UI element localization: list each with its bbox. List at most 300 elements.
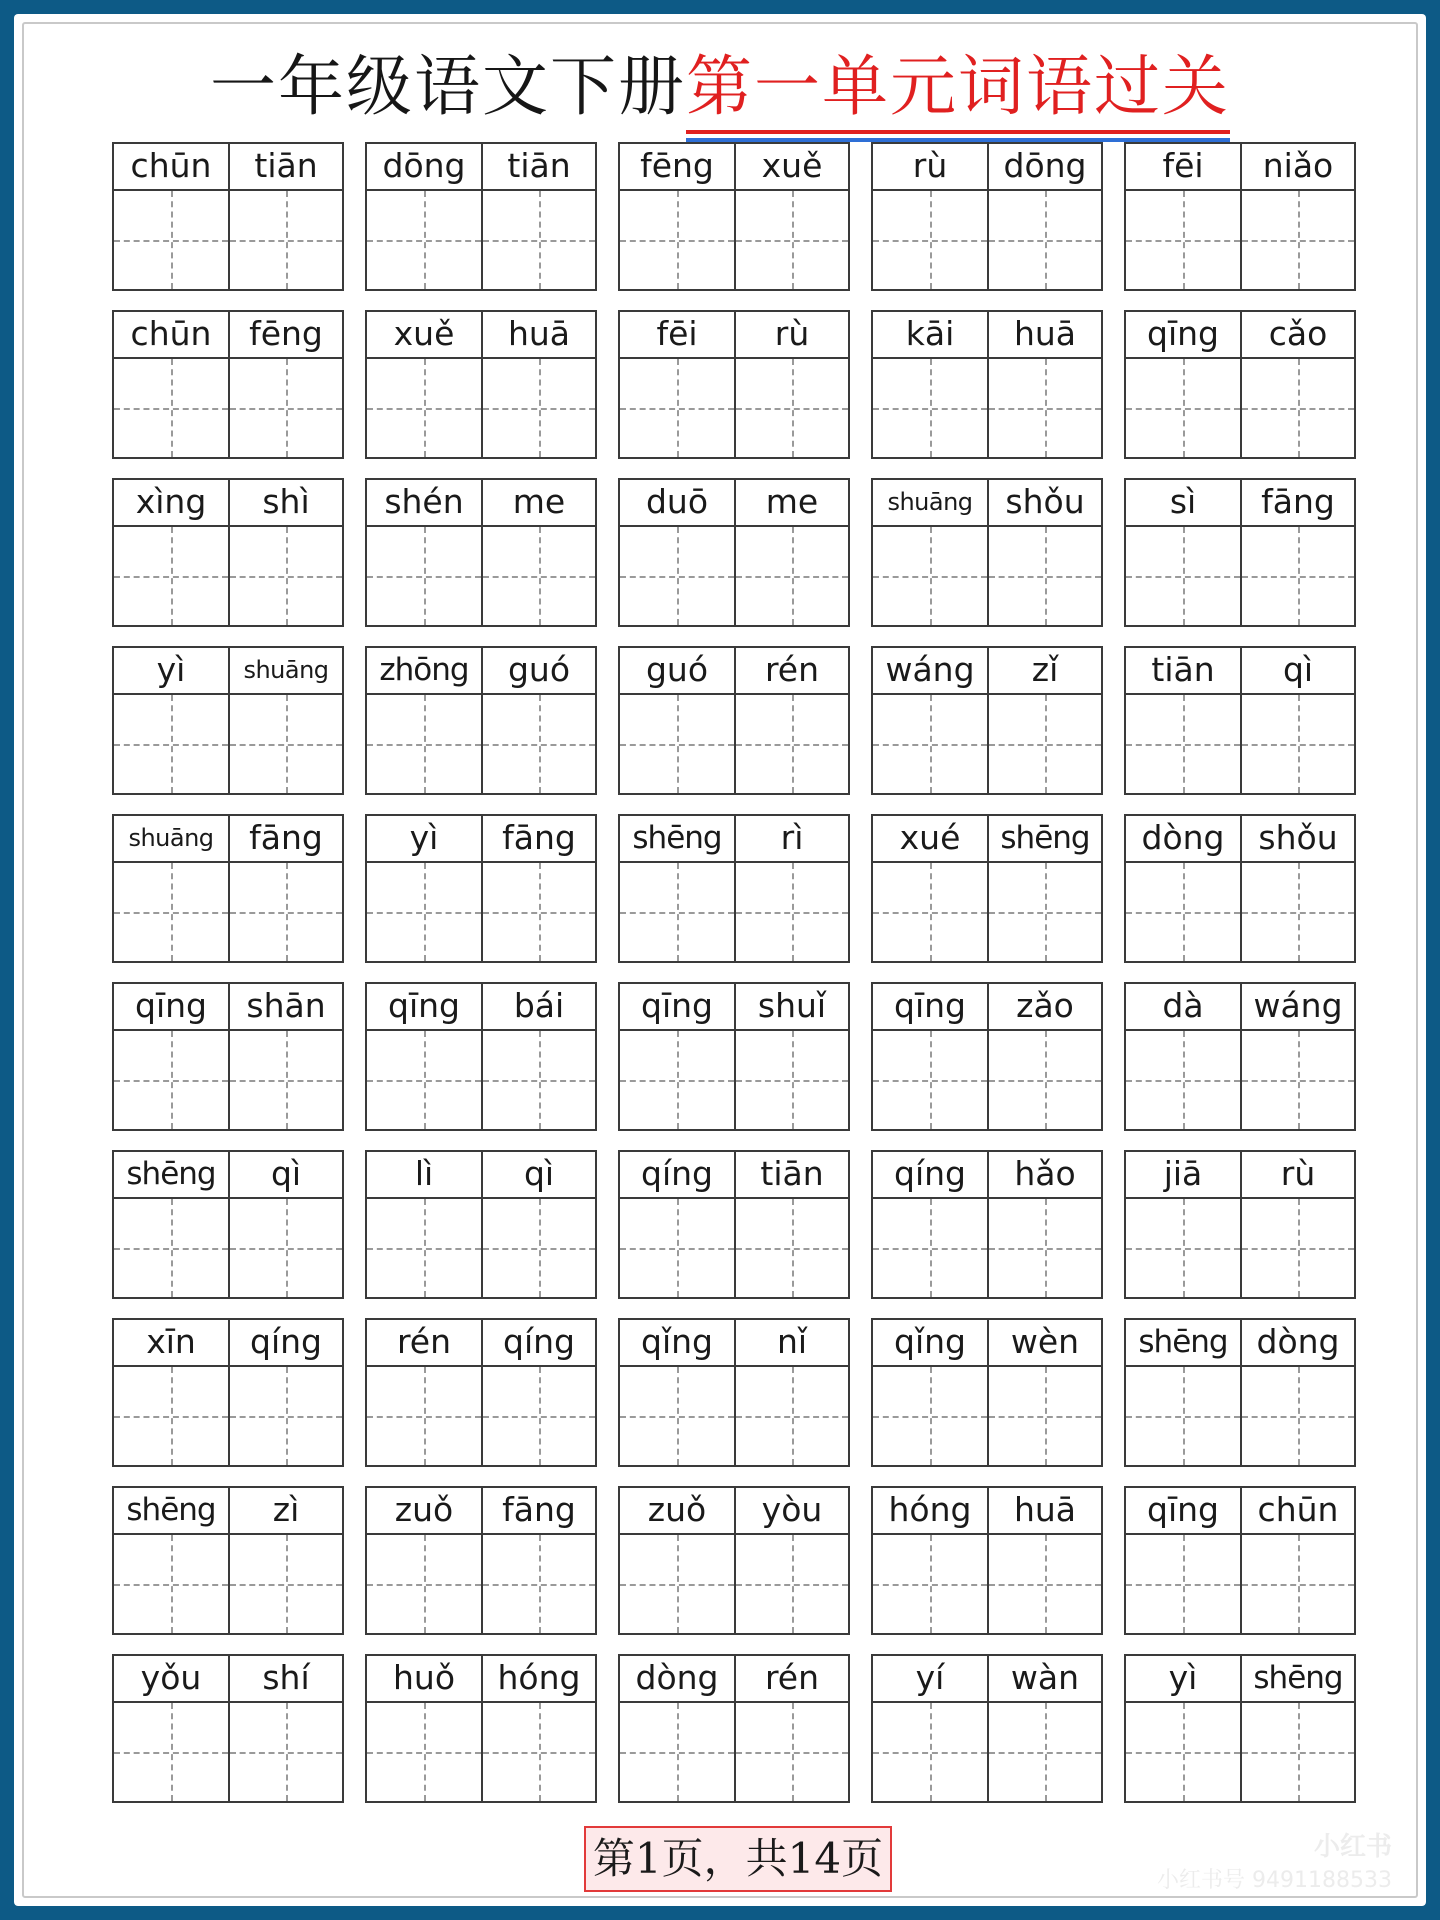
writing-square[interactable]: [989, 1199, 1101, 1297]
character-cell: [873, 144, 987, 289]
writing-square[interactable]: [736, 863, 848, 961]
writing-square[interactable]: [367, 1535, 481, 1633]
character-cell: [367, 480, 481, 625]
pinyin-label: hóng: [483, 1656, 595, 1703]
writing-square[interactable]: [114, 527, 228, 625]
word-box: [365, 478, 597, 627]
pinyin-label: me: [483, 480, 595, 527]
character-cell: [873, 312, 987, 457]
pinyin-label: dòng: [1242, 1320, 1354, 1367]
pinyin-label: shí: [230, 1656, 342, 1703]
word-box: [365, 1150, 597, 1299]
writing-square[interactable]: [483, 359, 595, 457]
word-box: [112, 1318, 344, 1467]
pinyin-label: hǎo: [989, 1152, 1101, 1199]
writing-square[interactable]: [230, 1367, 342, 1465]
pinyin-label: chūn: [114, 312, 228, 359]
pinyin-label: wàn: [989, 1656, 1101, 1703]
pinyin-label: qīng: [620, 984, 734, 1031]
word-box: [112, 1150, 344, 1299]
word-box: [365, 982, 597, 1131]
pinyin-label: rì: [736, 816, 848, 863]
pinyin-label: huǒ: [367, 1656, 481, 1703]
character-cell: [481, 1656, 595, 1801]
pinyin-label: yǒu: [114, 1656, 228, 1703]
writing-square[interactable]: [1242, 1703, 1354, 1801]
writing-square[interactable]: [873, 191, 987, 289]
character-cell: [873, 1320, 987, 1465]
writing-square[interactable]: [736, 1703, 848, 1801]
pinyin-label: dà: [1126, 984, 1240, 1031]
pinyin-label: qīng: [1126, 312, 1240, 359]
writing-square[interactable]: [989, 863, 1101, 961]
writing-square[interactable]: [367, 1703, 481, 1801]
writing-square[interactable]: [736, 527, 848, 625]
character-cell: [620, 312, 734, 457]
writing-square[interactable]: [989, 191, 1101, 289]
writing-square[interactable]: [114, 1367, 228, 1465]
character-cell: [367, 1152, 481, 1297]
writing-square[interactable]: [989, 1367, 1101, 1465]
pinyin-label: qīng: [114, 984, 228, 1031]
writing-square[interactable]: [367, 191, 481, 289]
writing-square[interactable]: [736, 695, 848, 793]
character-cell: [114, 1656, 228, 1801]
word-box: [618, 1654, 850, 1803]
pinyin-label: dōng: [367, 144, 481, 191]
character-cell: [114, 648, 228, 793]
writing-square[interactable]: [367, 695, 481, 793]
word-box: [871, 1150, 1103, 1299]
writing-square[interactable]: [1126, 527, 1240, 625]
character-cell: [367, 1656, 481, 1801]
pinyin-label: zì: [230, 1488, 342, 1535]
word-box: [618, 1486, 850, 1635]
pinyin-label: qì: [1242, 648, 1354, 695]
word-box: [112, 478, 344, 627]
writing-square[interactable]: [367, 527, 481, 625]
pinyin-label: kāi: [873, 312, 987, 359]
pinyin-label: wèn: [989, 1320, 1101, 1367]
pinyin-label: shēng: [1126, 1320, 1240, 1367]
pinyin-label: qíng: [483, 1320, 595, 1367]
character-cell: [367, 1488, 481, 1633]
writing-square[interactable]: [114, 359, 228, 457]
word-box: [871, 478, 1103, 627]
writing-square[interactable]: [1242, 1199, 1354, 1297]
writing-square[interactable]: [483, 1199, 595, 1297]
word-box: [365, 814, 597, 963]
writing-square[interactable]: [483, 695, 595, 793]
word-box: [618, 982, 850, 1131]
character-cell: [1126, 648, 1240, 793]
character-cell: [367, 648, 481, 793]
pinyin-label: yì: [114, 648, 228, 695]
pinyin-label: shǒu: [989, 480, 1101, 527]
writing-square[interactable]: [367, 1199, 481, 1297]
writing-square[interactable]: [873, 1367, 987, 1465]
character-cell: [620, 648, 734, 793]
writing-square[interactable]: [483, 191, 595, 289]
character-cell: [987, 984, 1101, 1129]
pinyin-label: fāng: [483, 816, 595, 863]
pinyin-label: fāng: [483, 1488, 595, 1535]
writing-square[interactable]: [620, 527, 734, 625]
character-cell: [114, 480, 228, 625]
writing-square[interactable]: [989, 1031, 1101, 1129]
word-box: [1124, 982, 1356, 1131]
pinyin-label: qíng: [873, 1152, 987, 1199]
word-box: [1124, 646, 1356, 795]
pinyin-label: qǐng: [873, 1320, 987, 1367]
writing-square[interactable]: [1126, 1535, 1240, 1633]
pinyin-label: huā: [483, 312, 595, 359]
character-cell: [734, 648, 848, 793]
pinyin-label: yí: [873, 1656, 987, 1703]
pinyin-label: qíng: [230, 1320, 342, 1367]
writing-square[interactable]: [620, 1367, 734, 1465]
pinyin-label: shēng: [114, 1152, 228, 1199]
writing-square[interactable]: [483, 527, 595, 625]
word-box: [871, 310, 1103, 459]
pinyin-label: zuǒ: [620, 1488, 734, 1535]
writing-square[interactable]: [1242, 527, 1354, 625]
word-box: [365, 310, 597, 459]
word-box: [1124, 478, 1356, 627]
word-box: [871, 646, 1103, 795]
pinyin-label: xué: [873, 816, 987, 863]
pinyin-label: duō: [620, 480, 734, 527]
character-cell: [873, 984, 987, 1129]
word-box: [618, 478, 850, 627]
writing-square[interactable]: [230, 527, 342, 625]
writing-square[interactable]: [230, 1199, 342, 1297]
writing-square[interactable]: [483, 1031, 595, 1129]
writing-square[interactable]: [989, 527, 1101, 625]
character-cell: [620, 480, 734, 625]
writing-square[interactable]: [483, 863, 595, 961]
character-cell: [620, 1152, 734, 1297]
word-box: [1124, 1654, 1356, 1803]
pinyin-label: shēng: [1242, 1656, 1354, 1703]
character-cell: [1240, 480, 1354, 625]
character-cell: [114, 816, 228, 961]
character-cell: [481, 480, 595, 625]
pinyin-label: fēng: [230, 312, 342, 359]
pinyin-label: guó: [620, 648, 734, 695]
pinyin-label: yòu: [736, 1488, 848, 1535]
pinyin-label: yì: [1126, 1656, 1240, 1703]
writing-square[interactable]: [1242, 1535, 1354, 1633]
writing-square[interactable]: [367, 359, 481, 457]
pinyin-label: qīng: [1126, 1488, 1240, 1535]
watermark-logo: 小红书: [1313, 1832, 1392, 1862]
writing-square[interactable]: [989, 695, 1101, 793]
writing-square[interactable]: [483, 1535, 595, 1633]
writing-square[interactable]: [1126, 1031, 1240, 1129]
character-cell: [228, 1152, 342, 1297]
word-box: [1124, 1318, 1356, 1467]
writing-square[interactable]: [483, 1703, 595, 1801]
writing-square[interactable]: [1242, 695, 1354, 793]
writing-square[interactable]: [620, 191, 734, 289]
page-number-label: 第1页，共14页: [584, 1826, 892, 1892]
writing-square[interactable]: [1242, 1031, 1354, 1129]
writing-square[interactable]: [114, 863, 228, 961]
character-cell: [987, 816, 1101, 961]
word-box: [871, 814, 1103, 963]
writing-square[interactable]: [483, 1367, 595, 1465]
pinyin-label: zhōng: [367, 648, 481, 695]
character-cell: [114, 312, 228, 457]
writing-square[interactable]: [736, 359, 848, 457]
pinyin-label: tiān: [483, 144, 595, 191]
character-cell: [620, 1488, 734, 1633]
writing-square[interactable]: [873, 1535, 987, 1633]
character-cell: [873, 648, 987, 793]
writing-square[interactable]: [736, 1031, 848, 1129]
pinyin-label: rù: [736, 312, 848, 359]
word-box: [618, 1150, 850, 1299]
pinyin-label: rù: [1242, 1152, 1354, 1199]
character-cell: [987, 648, 1101, 793]
character-cell: [228, 1656, 342, 1801]
writing-square[interactable]: [114, 1031, 228, 1129]
pinyin-label: qì: [230, 1152, 342, 1199]
word-box: [1124, 1150, 1356, 1299]
writing-square[interactable]: [1126, 1199, 1240, 1297]
writing-square[interactable]: [367, 1031, 481, 1129]
character-cell: [734, 144, 848, 289]
writing-square[interactable]: [230, 359, 342, 457]
character-cell: [481, 1488, 595, 1633]
character-cell: [228, 1320, 342, 1465]
character-cell: [481, 816, 595, 961]
writing-square[interactable]: [114, 1199, 228, 1297]
pinyin-label: zǐ: [989, 648, 1101, 695]
word-box: [1124, 814, 1356, 963]
word-box: [112, 1486, 344, 1635]
writing-square[interactable]: [1242, 863, 1354, 961]
character-cell: [114, 1488, 228, 1633]
writing-square[interactable]: [873, 695, 987, 793]
pinyin-label: fēi: [1126, 144, 1240, 191]
character-cell: [987, 144, 1101, 289]
character-cell: [987, 1656, 1101, 1801]
character-cell: [1240, 144, 1354, 289]
word-box: [365, 142, 597, 291]
pinyin-label: jiā: [1126, 1152, 1240, 1199]
pinyin-label: shēng: [620, 816, 734, 863]
pinyin-label: xìng: [114, 480, 228, 527]
title-unit-text: 第一单元词语过关: [686, 32, 1230, 142]
character-cell: [481, 1152, 595, 1297]
character-cell: [367, 312, 481, 457]
pinyin-label: shì: [230, 480, 342, 527]
character-cell: [367, 1320, 481, 1465]
writing-square[interactable]: [1126, 1703, 1240, 1801]
writing-square[interactable]: [620, 1703, 734, 1801]
writing-square[interactable]: [620, 863, 734, 961]
pinyin-label: rén: [367, 1320, 481, 1367]
writing-square[interactable]: [1126, 695, 1240, 793]
writing-square[interactable]: [873, 527, 987, 625]
word-box: [112, 310, 344, 459]
character-cell: [1126, 1656, 1240, 1801]
pinyin-label: tiān: [1126, 648, 1240, 695]
writing-square[interactable]: [873, 1031, 987, 1129]
pinyin-label: lì: [367, 1152, 481, 1199]
word-box: [618, 142, 850, 291]
writing-square[interactable]: [230, 1703, 342, 1801]
character-cell: [620, 144, 734, 289]
writing-square[interactable]: [114, 1703, 228, 1801]
writing-square[interactable]: [873, 1703, 987, 1801]
pinyin-label: shēng: [114, 1488, 228, 1535]
word-grid: [112, 142, 1344, 1803]
pinyin-label: huā: [989, 1488, 1101, 1535]
character-cell: [1126, 1488, 1240, 1633]
writing-square[interactable]: [230, 695, 342, 793]
writing-square[interactable]: [620, 1535, 734, 1633]
writing-square[interactable]: [873, 1199, 987, 1297]
writing-square[interactable]: [230, 863, 342, 961]
writing-square[interactable]: [1126, 863, 1240, 961]
pinyin-label: wáng: [873, 648, 987, 695]
character-cell: [734, 1656, 848, 1801]
word-box: [365, 1318, 597, 1467]
writing-square[interactable]: [620, 1199, 734, 1297]
writing-square[interactable]: [114, 1535, 228, 1633]
writing-square[interactable]: [620, 695, 734, 793]
character-cell: [228, 648, 342, 793]
word-box: [871, 1654, 1103, 1803]
word-box: [365, 646, 597, 795]
pinyin-label: shān: [230, 984, 342, 1031]
writing-square[interactable]: [230, 191, 342, 289]
pinyin-label: fāng: [1242, 480, 1354, 527]
writing-square[interactable]: [367, 1367, 481, 1465]
writing-square[interactable]: [114, 191, 228, 289]
character-cell: [114, 144, 228, 289]
pinyin-label: qǐng: [620, 1320, 734, 1367]
writing-square[interactable]: [1126, 359, 1240, 457]
character-cell: [481, 648, 595, 793]
character-cell: [734, 480, 848, 625]
character-cell: [734, 1488, 848, 1633]
writing-square[interactable]: [989, 359, 1101, 457]
character-cell: [987, 312, 1101, 457]
word-box: [618, 310, 850, 459]
pinyin-label: xuě: [367, 312, 481, 359]
character-cell: [987, 1320, 1101, 1465]
writing-square[interactable]: [230, 1535, 342, 1633]
writing-square[interactable]: [736, 1199, 848, 1297]
writing-square[interactable]: [1126, 1367, 1240, 1465]
pinyin-label: qì: [483, 1152, 595, 1199]
writing-square[interactable]: [620, 1031, 734, 1129]
word-box: [112, 142, 344, 291]
character-cell: [987, 480, 1101, 625]
worksheet-page: [14, 14, 1426, 1906]
writing-square[interactable]: [620, 359, 734, 457]
character-cell: [1126, 1152, 1240, 1297]
watermark-id: 小红书号 9491188533: [1157, 1868, 1392, 1893]
title-grade-text: 一年级语文下册: [210, 48, 686, 125]
character-cell: [1240, 1320, 1354, 1465]
character-cell: [1240, 1152, 1354, 1297]
word-box: [618, 646, 850, 795]
writing-square[interactable]: [736, 1367, 848, 1465]
writing-square[interactable]: [736, 1535, 848, 1633]
character-cell: [873, 480, 987, 625]
word-box: [871, 1486, 1103, 1635]
word-box: [618, 814, 850, 963]
character-cell: [873, 1488, 987, 1633]
writing-square[interactable]: [1242, 191, 1354, 289]
character-cell: [620, 816, 734, 961]
pinyin-label: chūn: [1242, 1488, 1354, 1535]
pinyin-label: shuāng: [230, 648, 342, 695]
word-box: [365, 1486, 597, 1635]
writing-square[interactable]: [736, 191, 848, 289]
character-cell: [987, 1488, 1101, 1633]
character-cell: [873, 1152, 987, 1297]
character-cell: [114, 1320, 228, 1465]
pinyin-label: shǒu: [1242, 816, 1354, 863]
pinyin-label: dòng: [620, 1656, 734, 1703]
character-cell: [1240, 984, 1354, 1129]
character-cell: [1240, 648, 1354, 793]
writing-square[interactable]: [1242, 359, 1354, 457]
writing-square[interactable]: [989, 1535, 1101, 1633]
character-cell: [620, 1656, 734, 1801]
writing-square[interactable]: [1242, 1367, 1354, 1465]
writing-square[interactable]: [873, 863, 987, 961]
pinyin-label: rén: [736, 648, 848, 695]
character-cell: [228, 816, 342, 961]
word-box: [618, 1318, 850, 1467]
character-cell: [734, 312, 848, 457]
character-cell: [734, 984, 848, 1129]
pinyin-label: tiān: [230, 144, 342, 191]
word-box: [871, 982, 1103, 1131]
character-cell: [1126, 1320, 1240, 1465]
writing-square[interactable]: [230, 1031, 342, 1129]
word-box: [112, 1654, 344, 1803]
pinyin-label: sì: [1126, 480, 1240, 527]
writing-square[interactable]: [989, 1703, 1101, 1801]
character-cell: [228, 312, 342, 457]
pinyin-label: qīng: [873, 984, 987, 1031]
pinyin-label: hóng: [873, 1488, 987, 1535]
character-cell: [367, 984, 481, 1129]
writing-square[interactable]: [367, 863, 481, 961]
pinyin-label: huā: [989, 312, 1101, 359]
word-box: [871, 142, 1103, 291]
pinyin-label: dōng: [989, 144, 1101, 191]
writing-square[interactable]: [873, 359, 987, 457]
character-cell: [481, 312, 595, 457]
character-cell: [734, 816, 848, 961]
character-cell: [1126, 816, 1240, 961]
pinyin-label: wáng: [1242, 984, 1354, 1031]
pinyin-label: niǎo: [1242, 144, 1354, 191]
writing-square[interactable]: [1126, 191, 1240, 289]
character-cell: [481, 144, 595, 289]
pinyin-label: bái: [483, 984, 595, 1031]
writing-square[interactable]: [114, 695, 228, 793]
